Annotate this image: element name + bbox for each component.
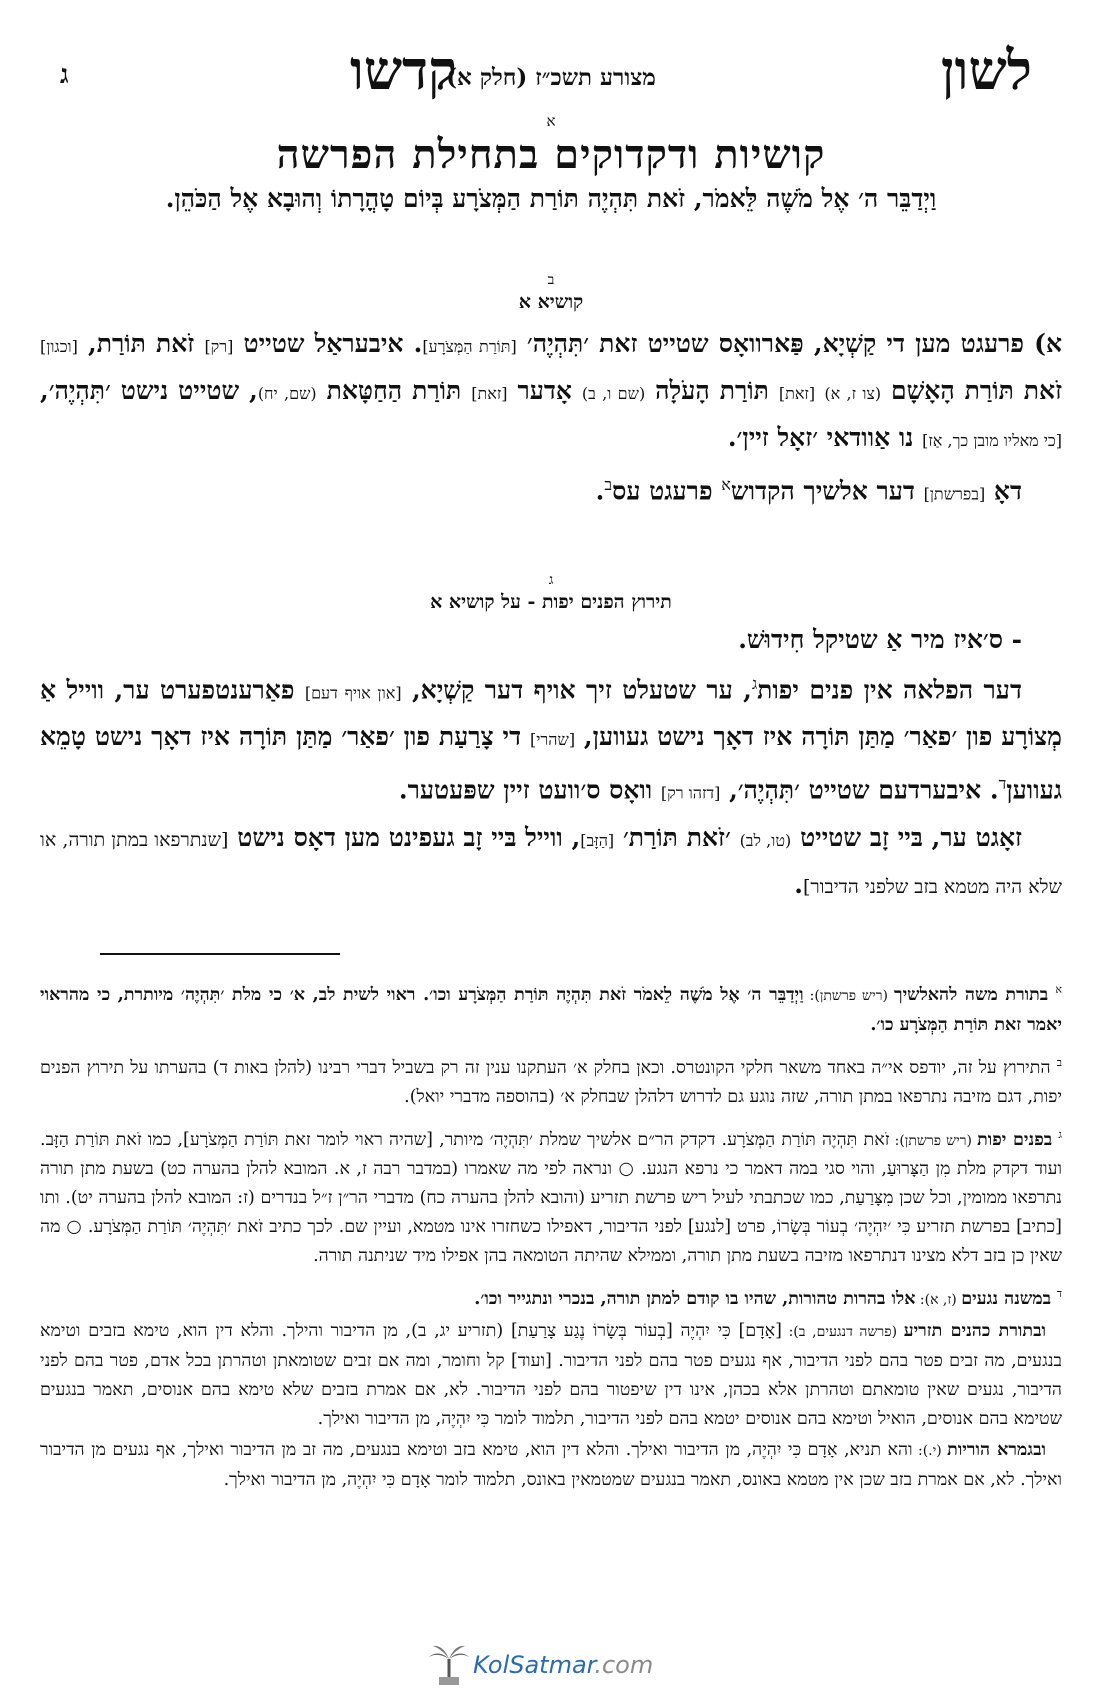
footnote (40, 1279, 1062, 1315)
footnote-mark: ד (1056, 1287, 1062, 1301)
text-run: . (794, 869, 803, 899)
source-ref: (שם ו, ב) (581, 384, 646, 403)
bracket-note: [זאת] (471, 384, 508, 403)
text-run: אָדער (507, 376, 582, 405)
footnote-source: ובתורת כהנים תזריע (903, 1321, 1046, 1342)
text-run: פאַרענטפערט ער, ווייל אַ מְצוֹרָע פון ׳פאַר׳ מַתַּן תּוֹרָה איז דאָך נישט געווען, (40, 675, 1063, 752)
text-run: די צָרַעַת פון ׳פאַר׳ מַתַּן תּוֹרָה איז דאָך נישט טָמֵא געווען (40, 722, 1062, 805)
page (40, 0, 1062, 1700)
text-run: זֹאת תּוֹרַת, (77, 329, 205, 358)
footnote-continuation (40, 1317, 1062, 1434)
text-run: וואָס ס׳וועט זיין שפּעטער. (398, 775, 661, 805)
text-run: דער אלשיך הקדוש (730, 476, 924, 506)
bracket-note: [שנתרפאו במתן תורה, או שלא היה מטמא בזב שלפני הדיבור] (40, 828, 1062, 898)
section-c-heading: תירוץ הפנים יפות - על קושיא א (430, 591, 672, 613)
footnote-mark: ב (1056, 1055, 1062, 1069)
footnote-separator (100, 953, 340, 955)
footnote (40, 975, 1062, 1040)
paragraph: - ס׳איז מיר אַ שטיקל חִידוּשׁ. (738, 625, 1022, 654)
paragraph (40, 322, 1062, 463)
page-number: ג (60, 60, 69, 90)
footnote-text: אלו בהרות טהורות, שהיו בו קודם למתן תורה, בנכרי ונתגייר וכו׳. (474, 1289, 916, 1310)
footnote (40, 1048, 1062, 1112)
kolsatmar-logo[interactable] (425, 1640, 653, 1690)
section-b-mark: ב (547, 272, 555, 288)
text-run: תּוֹרַת הַחַטָּאת (316, 376, 472, 405)
footnote-ref[interactable]: ג (751, 674, 758, 693)
text-run: , ווייל בּיי זָב געפינט מען דאָס נישט (228, 822, 581, 852)
section-b (40, 272, 1062, 516)
footnote-source: ובגמרא הוריות (947, 1440, 1046, 1461)
text-run: דער הפלאה אין פנים יפות (757, 675, 1022, 705)
text-run: זֹאת תּוֹרַת הָאָשָׁם (881, 376, 1063, 405)
footnotes (40, 975, 1062, 1503)
bracket-note: [הַזָּב] (580, 830, 615, 850)
header-parsha: מצורע תשכ״ז (חלק א) (446, 64, 656, 91)
bracket-note: [בפרשתן] (923, 484, 986, 504)
source-ref: (שם, יח) (257, 384, 317, 403)
footnote (40, 1120, 1062, 1272)
text-run: ׳זֹאת תּוֹרַת׳ (614, 822, 740, 852)
source-ref: (צו ז, א) (824, 384, 882, 403)
text-run: נו אַוודאי ׳זאָל זיין׳. (727, 423, 923, 452)
bracket-note: [תּוֹרַת הַמְּצֹרָע] (422, 337, 517, 356)
text-run: , ער שטעלט זיך אויף דער קַשְׁיָא, (401, 675, 752, 705)
bracket-note: [און אויף דעם] (304, 683, 402, 703)
text-run (815, 376, 824, 405)
running-header (40, 38, 1062, 108)
source-ref: (פרשה דנגעים, ב): (781, 1324, 904, 1341)
footnote-text: והא תניא, אָדָם כִּי יִהְיֶה, מן הדיבור ואילך. והלא דין הוא, טימא בזב וטימא בנגעים, מה זב מן הדיבור ואילך, אף נגעים מן הדיבור ואילך. לא, אם אמרת בזב שכן אין מטמא באונס, תאמר בנגעים שמטמאין באונס, תלמוד לומר אָדָם כִּי יִהְיֶה, מן הדיבור ואילך. (40, 1440, 1062, 1491)
section-c (40, 572, 1062, 909)
text-run: . (595, 476, 605, 506)
text-run: . איבעראַל שטייט (233, 329, 423, 358)
text-run: פרעגט עס (612, 476, 722, 506)
header-title-kodsho: קדשו (350, 38, 457, 102)
palm-tree-icon (425, 1641, 473, 1689)
bracket-note: [כי מאליו מובן כך, אַז] (922, 431, 1062, 450)
footnote-source: במשנה נגעים (961, 1289, 1052, 1310)
footnote-source: בתורת משה להאלשיך (894, 984, 1049, 1005)
footnote-text: התירוץ על זה, יודפס אי״ה באחד משאר חלקי הקונטרס. וכאן בחלק א׳ העתקנו ענין זה רק בשביל דברי רבינו (להלן באות ד) בהערתו על תירוץ הפנים יפות, דגם מזיבה נתרפאו במתן תורה, שזה נוגע גם לדרוש דלהלן שבחלק א׳ (בהוספה מדברי יואל). (40, 1057, 1062, 1107)
footnote-ref[interactable]: ב (604, 475, 613, 494)
footnote-ref[interactable]: ד (998, 774, 1007, 794)
paragraph (40, 662, 1062, 816)
bracket-note: [וכגון] (40, 337, 78, 356)
text-run: . איבערדעם שטייט ׳תִּהְיֶה׳, (720, 775, 999, 805)
footnote-text: זֹאת תִּהְיֶה תּוֹרַת הַמְּצֹרָע. דקדק הר״ם אלשיך שמלת ׳תִּהְיֶה׳ מיותר, [שהיה ראוי לומר זאת תּוֹרַת הַמְּצֹרָע], כמו זֹאת תּוֹרַת הַזָּב. ועוד דקדק מלת מִן הַצָּרוּעַ, והוי סגי במה דאמר כי נרפא הנגע. ○ ונראה לפי מה שאמרו (במדבר רבה ז, א. המובא להלן בהערה כט) בשעת מתן תורה נתרפאו ממומין, וכל שכן מִצָּרַעַת, כמו שכתבתי לעיל ריש פרשת תזריע (והובא להלן בהערה כח) מדברי הר״ן ז״ל בנדרים (ז: המובא להלן בהערה יט). ותו [כתיב] בפרשת תזריע כִּי ׳יִהְיֶה׳ בְעוֹר בְּשָׂרוֹ, פרט [לנגע] לפני הדיבור, דאפילו כשחזרו אינו מטמא, ועיין שם. לכך כתיב זֹאת ׳תִּהְיֶה׳ תּוֹרַת הַמְּצֹרָע. ○ מה שאין כן בזב דלא מצינו דנתרפאו מזיבה בשעת מתן תורה, וממילא שהיתה הטומאה בהן אפילו מיד שניתנה תורה. (40, 1129, 1062, 1267)
footnote-mark: ג (1058, 1127, 1062, 1141)
text-run: , שטייט נישט ׳תִּהְיֶה׳, (40, 376, 258, 405)
text-run: דאָ (985, 476, 1022, 506)
section-b-heading: קושיא א (518, 291, 584, 313)
source-ref: (י.): (912, 1443, 948, 1460)
section-a-title: קושיות ודקדוקים בתחילת הפרשה (276, 131, 826, 178)
footnote-mark: א (1055, 983, 1062, 996)
footnote-continuation (40, 1436, 1062, 1495)
bracket-note: [זאת] (778, 384, 816, 403)
source-ref: (ריש פרשתן): (889, 1132, 978, 1149)
footnote-ref[interactable]: א (721, 475, 731, 494)
section-a-mark: א (546, 112, 556, 130)
bracket-note: [שהרי] (529, 730, 576, 750)
footnote-text: [אָדָם] כִּי יִהְיֶה [בְעוֹר בְּשָׂרוֹ נֶגַע צָרַעַת] (תזריע יג, ב), מן הדיבור והילך. והלא דין הוא, טימא בזבים וטימא בנגעים, מה זבים פטר בהם לפני הדיבור, אף נגעים פטר בהם לפני הדיבור. [ועוד] קל וחומר, ומה אם זבים שטומאתן וטהרתן בכל אדם, פטר בהם לפני הדיבור, נגעים שאין טומאתם וטהרתן אלא בכהן, אינו דין שיפטור בהם לפני הדיבור. לא, אם אמרת בזבים שלא טימא בהם אנוסים, תאמר בנגעים שטימא בהם אנוסים, הואיל וטימא בהם אנוסים יטמא בהם לפני הדיבור, תלמוד לומר כִּי יִהְיֶה, מן הדיבור ואילך. (40, 1321, 1062, 1430)
header-title-lashon: לשון (940, 38, 1032, 102)
paragraph (40, 816, 1062, 909)
source-ref: (ז, א): (915, 1292, 962, 1309)
footnote-source: בפנים יפות (977, 1129, 1053, 1150)
opening-verse: וַיְדַבֵּר ה׳ אֶל מֹשֶׁה לֵּאמֹר, זֹאת תִּהְיֶה תּוֹרַת הַמְּצֹרָע בְּיוֹם טָהֳרָתוֹ וְהוּבָא אֶל הַכֹּהֵן. (165, 184, 937, 213)
section-c-mark: ג (548, 572, 554, 588)
bracket-note: [דזהו רק] (660, 783, 721, 803)
bracket-note: [רק] (204, 337, 234, 356)
footnote-text: וַיְדַבֵּר ה׳ אֶל מֹשֶׁה לֵאמֹר זֹאת תִּהְיֶה תּוֹרַת הַמְּצֹרָע וכו׳. ראוי לשית לב, א׳ כי מלת ׳תִּהְיֶה׳ מיותרת, כי מהראוי יאמר זאת תּוֹרַת הַמְּצֹרָע כו׳. (40, 984, 1062, 1035)
logo-text: KolSatmar.com (473, 1651, 654, 1679)
source-ref: (ריש פרשתן): (803, 987, 894, 1004)
text-run: תּוֹרַת הָעֹלָה (645, 376, 779, 405)
source-ref: (טו, לב) (739, 830, 792, 850)
text-run: א) פרעגט מען די קַשְׁיָא, פַּארוואָס שטייט זאת ׳תִּהְיֶה׳ (516, 329, 1062, 358)
section-a (40, 112, 1062, 214)
text-run: זאָגט ער, בּיי זָב שטייט (791, 822, 1022, 852)
paragraph (40, 463, 1062, 516)
